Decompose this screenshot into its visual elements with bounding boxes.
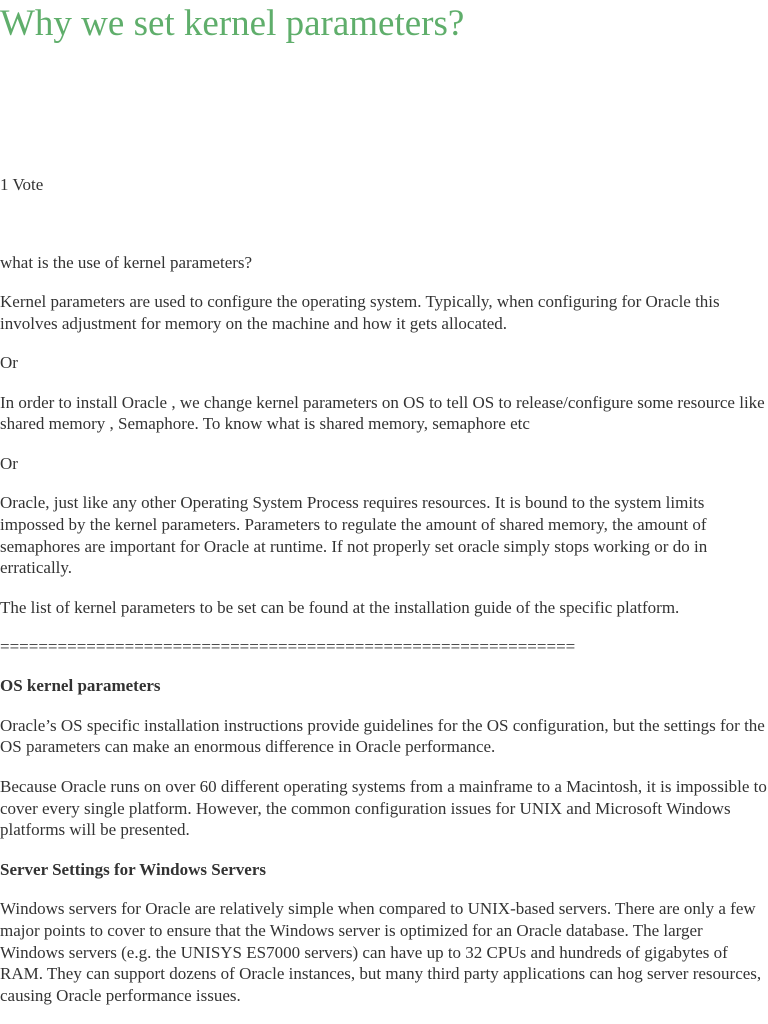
vote-count: 1 Vote	[0, 175, 44, 194]
body-paragraph: Windows servers for Oracle are relatively simple when compared to UNIX-based servers. There are only a few major points to cover to ensure that the Windows server is optimized for an Oracle database. The larger Windows servers (e.g. the UNISYS ES7000 servers) can have up to 32 CPUs and hundreds of gigabytes of RAM. They can support dozens of Oracle instances, but many third party applications can hog server resources, causing Oracle performance issues.	[0, 898, 762, 1006]
separator-or: Or	[0, 453, 18, 473]
section-heading-os-kernel: OS kernel parameters	[0, 676, 161, 696]
question-paragraph: what is the use of kernel parameters?	[0, 253, 253, 272]
body-paragraph: Oracle, just like any other Operating System Process requires resources. It is bound to the system limits impossed by the kernel parameters. Parameters to regulate the amount of shared memory, the amount of semaphores are important for Oracle at runtime. If not properly set oracle simply stops working or do in erratically.	[0, 493, 708, 578]
page-title: Why we set kernel parameters?	[0, 3, 465, 44]
body-paragraph: Kernel parameters are used to configure the operating system. Typically, when configuring for Oracle this involves adjustment for memory on the machine and how it gets allocated.	[0, 292, 720, 334]
text-divider: ============================================================	[0, 637, 576, 657]
section-heading-windows-servers: Server Settings for Windows Servers	[0, 859, 267, 879]
article-body	[0, 252, 768, 1024]
body-paragraph: Because Oracle runs on over 60 different operating systems from a mainframe to a Macintosh, it is impossible to cover every single platform. However, the common configuration issues for UNIX and Microsoft Windows platforms will be presented.	[0, 776, 767, 840]
body-paragraph: Oracle’s OS specific installation instructions provide guidelines for the OS configuration, but the settings for the OS parameters can make an enormous difference in Oracle performance.	[0, 715, 765, 757]
body-paragraph: The list of kernel parameters to be set can be found at the installation guide of the specific platform.	[0, 597, 680, 617]
body-paragraph: In order to install Oracle , we change kernel parameters on OS to tell OS to release/configure some resource like shared memory , Semaphore. To know what is shared memory, semaphore etc	[0, 392, 765, 434]
separator-or: Or	[0, 353, 18, 373]
